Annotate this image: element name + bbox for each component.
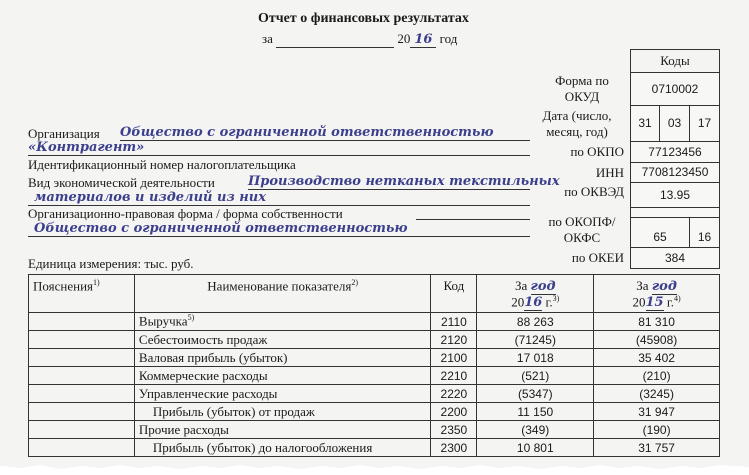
okpo-label: по ОКПО	[570, 144, 624, 159]
table-row: Управленческие расходы 2220 (5347) (3245)	[29, 385, 720, 403]
report-title: Отчет о финансовых результатах	[258, 11, 469, 26]
table-row: Коммерческие расходы 2210 (521) (210)	[29, 367, 720, 385]
activity-value-line2: материалов и изделий из них	[28, 190, 530, 206]
org-label: Организация	[28, 126, 100, 141]
period-prefix: за	[262, 31, 273, 46]
okved-label: по ОКВЭД	[564, 184, 624, 199]
table-header-row	[29, 275, 720, 313]
codes-header: Коды	[630, 49, 720, 73]
legal-form-blank	[416, 219, 530, 220]
okopf-value: 65	[630, 217, 690, 248]
okfs-value: 16	[689, 217, 720, 248]
torn-edge-decoration	[0, 460, 749, 475]
table-row: Прибыль (убыток) до налогообложения 2300 10 801 31 757	[29, 439, 720, 457]
okopf-label: по ОКОПФ/ ОКФС	[548, 214, 616, 245]
date-label: Дата (число, месяц, год)	[542, 108, 612, 139]
okud-label: Форма по ОКУД	[555, 73, 609, 104]
activity-value-line1: Производство нетканых текстильных	[248, 174, 560, 189]
inn-label: ИНН	[595, 165, 624, 180]
legal-form-label: Организационно-правовая форма / форма собственности	[28, 206, 343, 221]
org-name-line2: «Контрагент»	[28, 140, 530, 156]
col-code: Код	[431, 275, 477, 313]
org-name-line1: Общество с ограниченной ответственностью	[120, 125, 530, 141]
col-current-year: За год 2016 г.$^{3)}$	[477, 275, 594, 313]
table-row: Валовая прибыль (убыток) 2100 17 018 35 402	[29, 349, 720, 367]
table-row: Прочие расходы 2350 (349) (190)	[29, 421, 720, 439]
table-row: Себестоимость продаж 2120 (71245) (45908)	[29, 331, 720, 349]
legal-form-value: Общество с ограниченной ответственностью	[28, 221, 530, 237]
unit-label: Единица измерения: тыс. руб.	[28, 256, 194, 271]
okved-value: 13.95	[630, 182, 720, 208]
table-row: Прибыль (убыток) от продаж 2200 11 150 31 947	[29, 403, 720, 421]
period-year: 16	[410, 32, 436, 48]
date-year: 17	[689, 105, 720, 142]
date-day: 31	[630, 105, 660, 142]
period-year-prefix: 20	[397, 31, 411, 46]
col-indicator: Наименование показателя$^{2)}$	[134, 275, 431, 313]
inn-value: 7708123450	[630, 162, 720, 183]
okpo-value: 77123456	[630, 141, 720, 163]
col-notes: Пояснения$^{1)}$	[29, 275, 135, 313]
date-month: 03	[659, 105, 690, 142]
col-previous-year: За год 2015 г.$^{4)}$	[594, 275, 720, 313]
okud-value: 0710002	[630, 72, 720, 106]
financial-table	[28, 274, 720, 457]
table-row: Выручка$^{5)}$ 2110 88 263 81 310	[29, 313, 720, 331]
okei-value: 384	[630, 247, 720, 269]
period-blank	[276, 31, 394, 48]
okei-label: по ОКЕИ	[571, 250, 624, 265]
period-line	[262, 31, 457, 48]
period-year-suffix: год	[439, 31, 458, 46]
activity-label: Вид экономической деятельности	[28, 175, 215, 190]
inn-full-label: Идентификационный номер налогоплательщика	[28, 157, 296, 172]
